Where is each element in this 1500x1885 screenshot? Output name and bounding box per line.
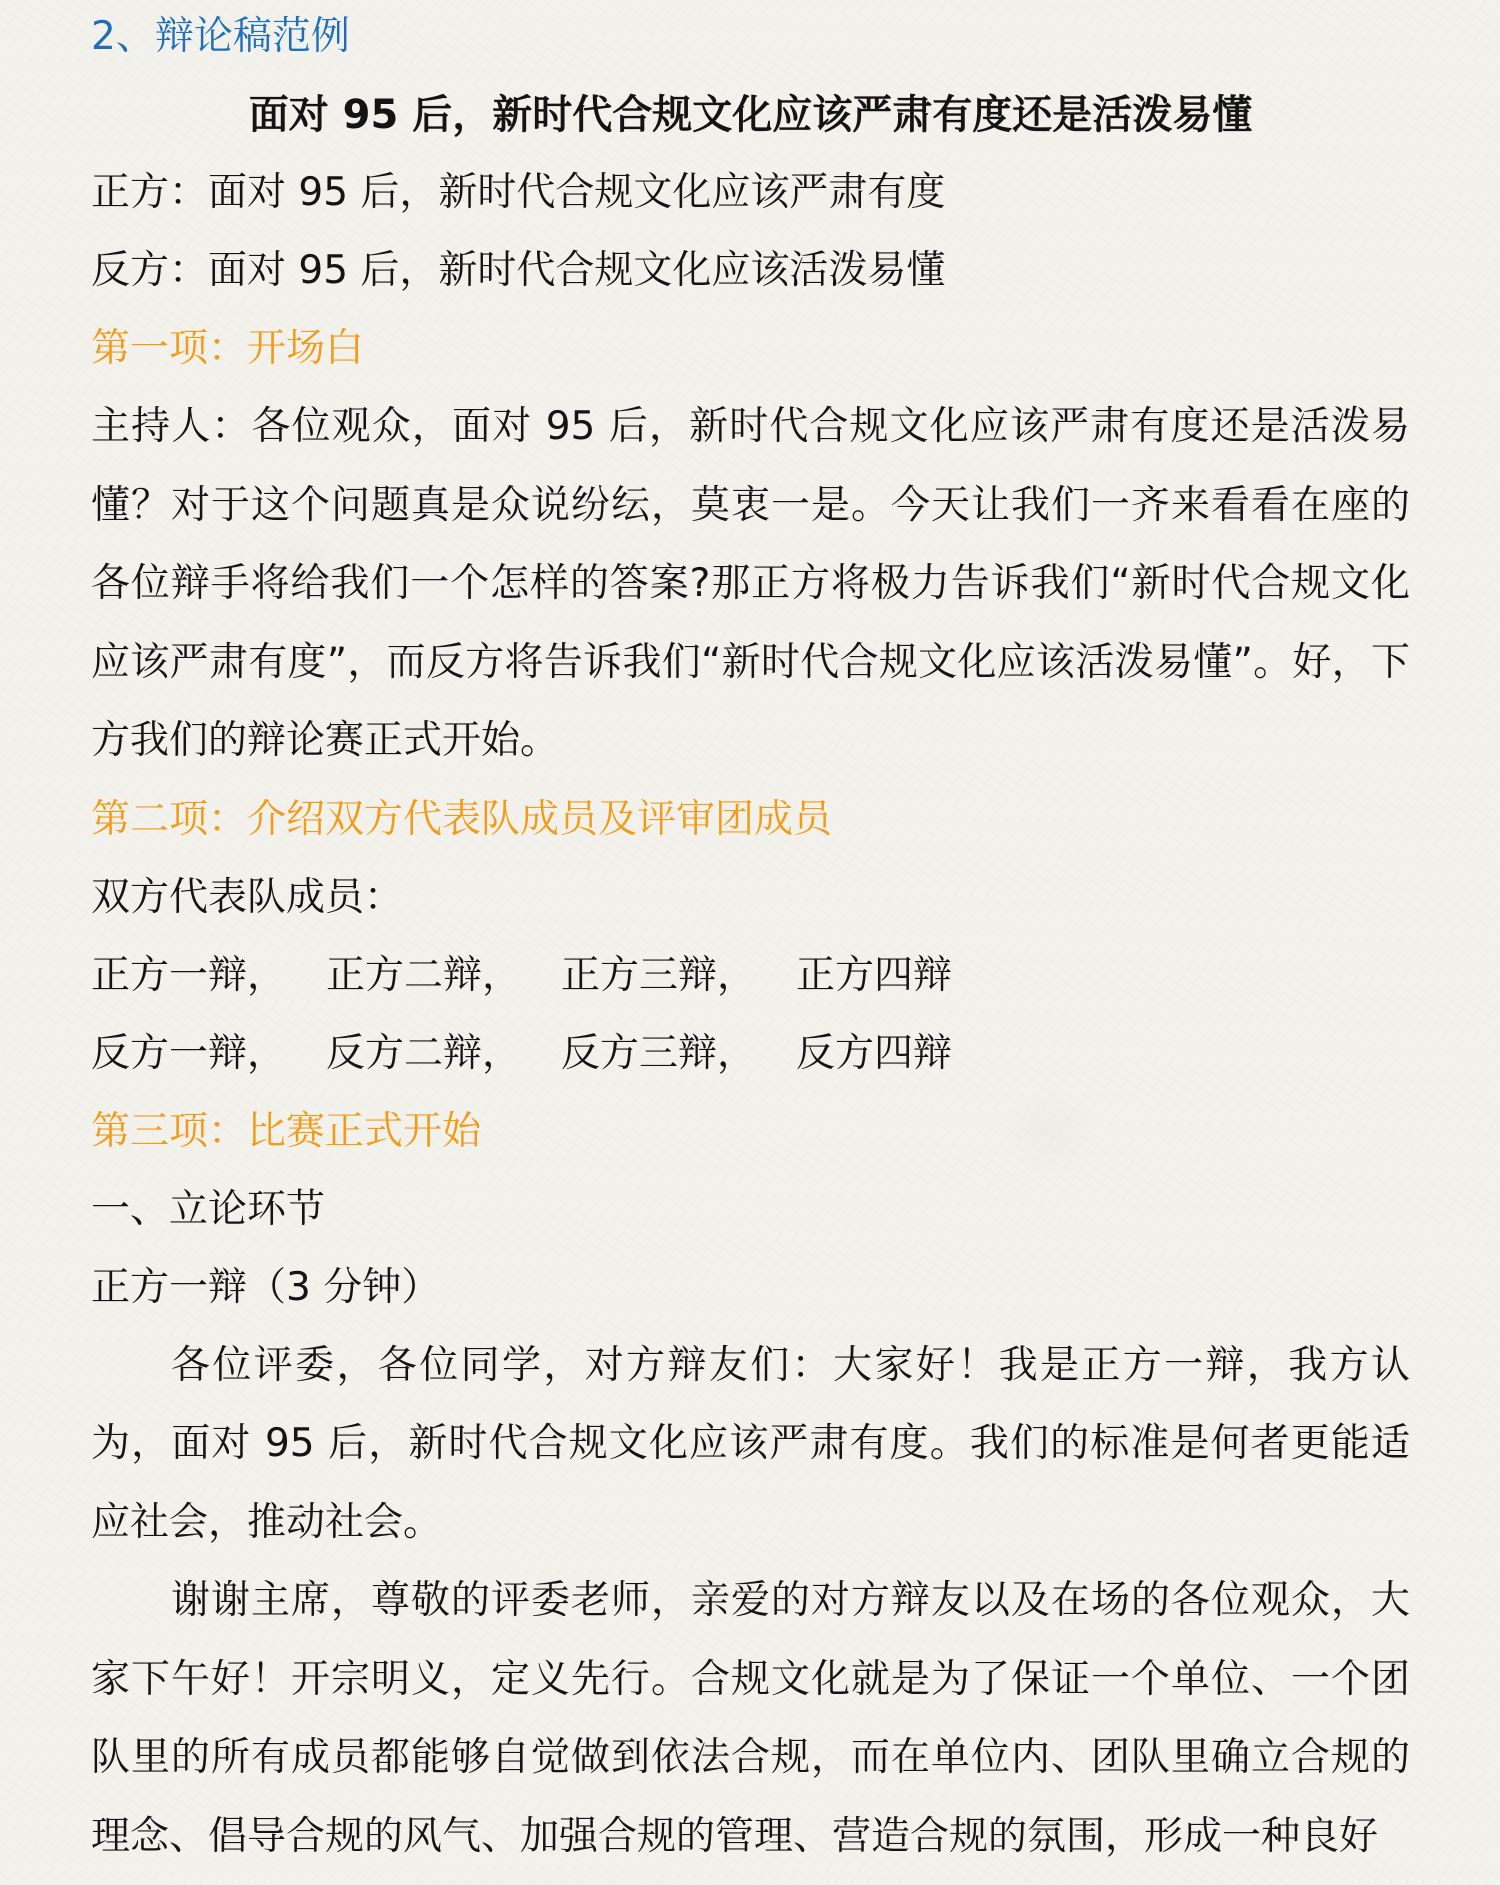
stage-opening-statements: 一、立论环节 <box>91 1186 326 1232</box>
speaker-affirmative-first: 正方一辩（3 分钟） <box>91 1264 441 1310</box>
negative-debater-1: 反方一辩， <box>91 1030 287 1076</box>
negative-position: 反方：面对 95 后，新时代合规文化应该活泼易懂 <box>91 248 946 293</box>
section-number: 2、辩论稿范例 <box>91 14 350 59</box>
heading-opening: 第一项：开场白 <box>91 326 365 371</box>
speech-paragraph-2: 谢谢主席，尊敬的评委老师，亲爱的对方辩友以及在场的各位观众，大家下午好！开宗明义，定义先行。合规文化就是为了保证一个单位、一个团队里的所有成员都能够自觉做到依法合规，而在单位内、团队里确立合规的理念、倡导合规的风气、加强合规的管理、营造合规的氛围，形成一种良好 <box>91 1578 1410 1859</box>
heading-introduce-teams: 第二项：介绍双方代表队成员及评审团成员 <box>91 796 833 842</box>
negative-debater-2: 反方二辩， <box>326 1030 522 1076</box>
negative-debaters-row <box>91 1015 1410 1093</box>
affirmative-position: 正方：面对 95 后，新时代合规文化应该严肃有度 <box>91 170 946 215</box>
affirmative-debater-3: 正方三辩， <box>561 952 757 998</box>
negative-debater-3: 反方三辩， <box>561 1030 757 1076</box>
affirmative-debaters-row <box>91 937 1410 1015</box>
team-members-label: 双方代表队成员： <box>91 874 404 920</box>
host-paragraph: 主持人：各位观众，面对 95 后，新时代合规文化应该严肃有度还是活泼易懂？对于这个问题真是众说纷纭，莫衷一是。今天让我们一齐来看看在座的各位辩手将给我们一个怎样的答案?那正方将极力告诉我们“新时代合规文化应该严肃有度”，而反方将告诉我们“新时代合规文化应该活泼易懂”。好，下方我们的辩论赛正式开始。 <box>91 404 1410 763</box>
affirmative-debater-2: 正方二辩， <box>326 952 522 998</box>
affirmative-debater-1: 正方一辩， <box>91 952 287 998</box>
affirmative-debater-4: 正方四辩 <box>796 952 953 998</box>
speech-paragraph-1: 各位评委，各位同学，对方辩友们：大家好！我是正方一辩，我方认为，面对 95 后，新时代合规文化应该严肃有度。我们的标准是何者更能适应社会，推动社会。 <box>91 1342 1410 1545</box>
negative-debater-4: 反方四辩 <box>796 1030 953 1076</box>
debate-title: 面对 95 后，新时代合规文化应该严肃有度还是活泼易懂 <box>248 92 1253 138</box>
heading-match-start: 第三项：比赛正式开始 <box>91 1108 482 1154</box>
